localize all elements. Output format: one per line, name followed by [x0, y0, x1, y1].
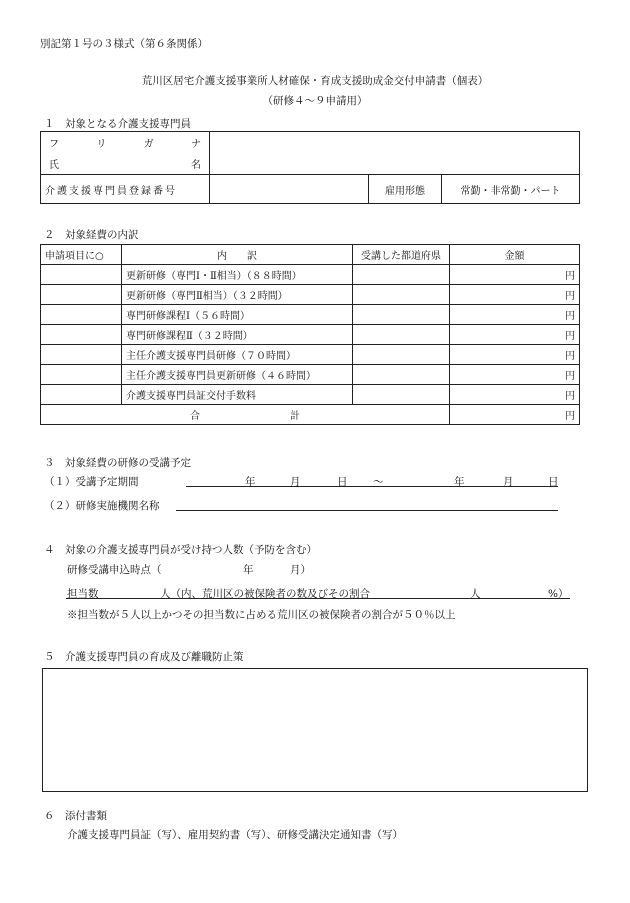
- header-detail: 内 訳: [122, 245, 353, 265]
- table-row: [41, 345, 580, 365]
- start-year-unit: 年: [245, 476, 256, 488]
- ratio-percent-unit: %）: [548, 588, 569, 600]
- amount-cell[interactable]: 円: [450, 325, 580, 345]
- end-year-unit: 年: [454, 476, 465, 488]
- table-row: [41, 245, 580, 265]
- section-3-heading: ３ 対象経費の研修の受講予定: [44, 457, 191, 469]
- amount-cell[interactable]: 円: [450, 345, 580, 365]
- expense-detail: 専門研修課程Ⅱ（３２時間）: [122, 325, 353, 345]
- org-label: （２）研修実施機関名称: [44, 500, 160, 512]
- header-mark: 申請項目に○: [41, 245, 122, 265]
- header-amount: 金額: [450, 245, 580, 265]
- table-row: [41, 285, 580, 305]
- application-time-label: 研修受講申込時点（: [67, 564, 162, 576]
- name-input-cell[interactable]: [210, 132, 580, 175]
- form-id: 別記第１号の３様式（第６条関係）: [40, 38, 208, 50]
- case-count-unit: 人（内、荒川区の被保険者の数及びその割合: [160, 588, 370, 600]
- table-row: [41, 365, 580, 385]
- prefecture-cell[interactable]: [353, 265, 450, 285]
- amount-cell[interactable]: 円: [450, 305, 580, 325]
- mark-cell[interactable]: [41, 385, 122, 405]
- start-day-unit: 日: [337, 476, 348, 488]
- start-month-unit: 月: [290, 476, 301, 488]
- case-count-note: ※担当数が５人以上かつその担当数に占める荒川区の被保険者の割合が５０％以上: [67, 609, 456, 621]
- arakawa-person-unit: 人: [470, 588, 481, 600]
- expense-table: [40, 244, 580, 425]
- table-row: [41, 385, 580, 405]
- total-label-char: 計: [290, 411, 300, 422]
- table-row: [41, 405, 580, 425]
- table-row: [41, 265, 580, 285]
- employment-label: 雇用形態: [369, 175, 442, 204]
- table-row: [41, 325, 580, 345]
- expense-detail: 介護支援専門員証交付手数料: [122, 385, 353, 405]
- expense-detail: 専門研修課程Ⅰ（５６時間）: [122, 305, 353, 325]
- org-underline[interactable]: [176, 510, 558, 511]
- total-amount-cell[interactable]: 円: [450, 405, 580, 425]
- prefecture-cell[interactable]: [353, 285, 450, 305]
- prefecture-cell[interactable]: [353, 325, 450, 345]
- mark-cell[interactable]: [41, 305, 122, 325]
- total-label-char: 合: [190, 411, 200, 422]
- mark-cell[interactable]: [41, 365, 122, 385]
- mark-cell[interactable]: [41, 325, 122, 345]
- form-subtitle: （研修４～９申請用）: [262, 95, 368, 107]
- section-1-heading: １ 対象となる介護支援専門員: [44, 118, 191, 130]
- period-label: （１）受講予定期間: [44, 476, 139, 488]
- registration-input-cell[interactable]: [210, 175, 369, 204]
- amount-cell[interactable]: 円: [450, 285, 580, 305]
- expense-detail: 更新研修（専門Ⅰ・Ⅱ相当）（８８時間）: [122, 265, 353, 285]
- section-2-heading: ２ 対象経費の内訳: [44, 229, 139, 241]
- application-year-unit: 年: [243, 564, 254, 576]
- application-month-unit: 月）: [290, 564, 311, 576]
- table-row: [41, 305, 580, 325]
- name-label: 氏 名: [49, 160, 201, 171]
- end-month-unit: 月: [503, 476, 514, 488]
- prefecture-cell[interactable]: [353, 365, 450, 385]
- section-4-heading: ４ 対象の介護支援専門員が受け持つ人数（予防を含む）: [44, 544, 317, 556]
- prefecture-cell[interactable]: [353, 385, 450, 405]
- amount-cell[interactable]: 円: [450, 385, 580, 405]
- table-row: [41, 175, 580, 204]
- amount-cell[interactable]: 円: [450, 265, 580, 285]
- section-6-heading: ６ 添付書類: [44, 810, 107, 822]
- attachment-list: 介護支援専門員証（写）、雇用契約書（写）、研修受講決定通知書（写）: [67, 829, 403, 841]
- total-label-cell: [41, 405, 450, 425]
- measures-textbox[interactable]: [42, 668, 588, 792]
- staff-info-table: [40, 131, 580, 204]
- prefecture-cell[interactable]: [353, 345, 450, 365]
- amount-cell[interactable]: 円: [450, 365, 580, 385]
- table-row: [41, 132, 580, 175]
- end-day-unit: 日: [548, 476, 559, 488]
- period-tilde: ～: [373, 476, 384, 488]
- registration-label: 介護支援専門員登録番号: [41, 175, 210, 204]
- mark-cell[interactable]: [41, 265, 122, 285]
- section-5-heading: ５ 介護支援専門員の育成及び離職防止策: [44, 651, 244, 663]
- employment-value[interactable]: 常勤・非常勤・パート: [442, 175, 580, 204]
- mark-cell[interactable]: [41, 285, 122, 305]
- name-label-cell: [41, 132, 210, 175]
- mark-cell[interactable]: [41, 345, 122, 365]
- case-count-underline[interactable]: [66, 598, 570, 599]
- expense-detail: 主任介護支援専門員更新研修（４６時間）: [122, 365, 353, 385]
- expense-detail: 更新研修（専門Ⅱ相当）（３２時間）: [122, 285, 353, 305]
- case-count-label: 担当数: [67, 588, 99, 600]
- header-prefecture: 受講した都道府県: [353, 245, 450, 265]
- furigana-label: フ リ ガ ナ: [49, 139, 201, 150]
- expense-detail: 主任介護支援専門員研修（７０時間）: [122, 345, 353, 365]
- prefecture-cell[interactable]: [353, 305, 450, 325]
- form-title: 荒川区居宅介護支援事業所人材確保・育成支援助成金交付申請書（個表）: [141, 75, 489, 87]
